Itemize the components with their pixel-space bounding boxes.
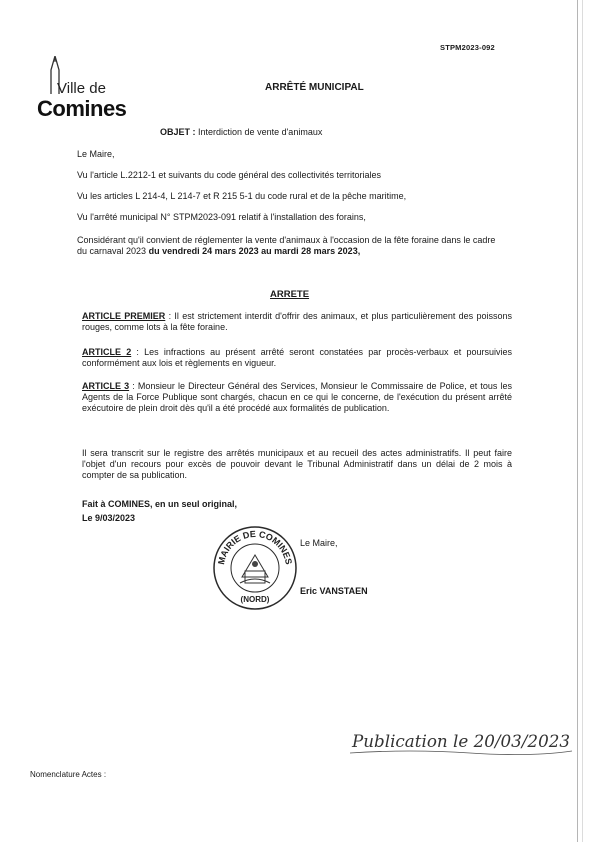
date-line: Le 9/03/2023 <box>82 513 136 523</box>
le-maire-heading: Le Maire, <box>77 149 115 159</box>
considerant-paragraph <box>77 235 507 257</box>
comines-logo <box>35 56 145 126</box>
scan-edge-line <box>577 0 578 842</box>
visa-line-1: Vu l'article L.2212-1 et suivants du code général des collectivités territoriales <box>77 170 382 180</box>
visa-line-3: Vu l'arrêté municipal N° STPM2023-091 relatif à l'installation des forains, <box>77 212 366 222</box>
considerant-text: Considérant qu'il convient de réglementer la vente d'animaux à l'occasion de la fête foraine dans le cadre du carnaval 2023 <box>77 235 496 256</box>
fait-a-line: Fait à COMINES, en un seul original, <box>82 499 238 509</box>
article-2-label: ARTICLE 2 <box>82 347 132 357</box>
article-premier-text: : Il est strictement interdit d'offrir des animaux, et plus particulièrement des poissons rouges, comme lots à la fête foraine. <box>82 311 512 332</box>
mairie-stamp-seal <box>212 525 298 611</box>
handwritten-publication-note <box>350 723 575 757</box>
article-2 <box>82 347 512 369</box>
signature-name: Eric VANSTAEN <box>300 586 368 596</box>
objet-line <box>160 127 322 137</box>
article-premier <box>82 311 512 333</box>
signature-role: Le Maire, <box>300 538 338 548</box>
svg-text:MAIRIE DE COMINES: MAIRIE DE COMINES <box>216 528 294 566</box>
svg-text:Publication le 20/03/2023: Publication le 20/03/2023 <box>351 732 570 752</box>
svg-text:(NORD): (NORD) <box>240 595 270 604</box>
nomenclature-label: Nomenclature Actes : <box>30 770 107 779</box>
article-3-label: ARTICLE 3 <box>82 381 130 391</box>
article-3-text: : Monsieur le Directeur Général des Services, Monsieur le Commissaire de Police, et tous les Agents de la Force Publique sont chargés, chacun en ce qui le concerne, de l'exécution du présent arrêté exécutoire de plein droit dès qu'il a été procédé aux formalités de publication. <box>82 381 512 413</box>
document-reference: STPM2023-092 <box>440 43 495 52</box>
objet-text: Interdiction de vente d'animaux <box>198 127 323 137</box>
article-3 <box>82 381 512 414</box>
logo-ville-text: Ville de <box>57 80 106 97</box>
logo-city-name: Comines <box>37 96 127 121</box>
arrete-heading: ARRETE <box>270 289 310 300</box>
transmission-paragraph: Il sera transcrit sur le registre des arrêtés municipaux et au recueil des actes administratifs. Il peut faire l'objet d'un recours pour excès de pouvoir devant le Tribunal Administratif dans un délai de 2 mois à compter de sa publication. <box>82 448 512 480</box>
objet-label: OBJET : <box>160 127 196 137</box>
page-title: ARRÊTÉ MUNICIPAL <box>265 82 364 93</box>
article-2-text: : Les infractions au présent arrêté seront constatées par procès-verbaux et poursuivies conformément aux lois et règlements en vigueur. <box>82 347 512 368</box>
considerant-dates: du vendredi 24 mars 2023 au mardi 28 mars 2023, <box>148 246 361 256</box>
visa-line-2: Vu les articles L 214-4, L 214-7 et R 215 5-1 du code rural et de la pêche maritime, <box>77 191 407 201</box>
article-premier-label: ARTICLE PREMIER <box>82 311 166 321</box>
scan-edge-line-secondary <box>582 0 583 842</box>
